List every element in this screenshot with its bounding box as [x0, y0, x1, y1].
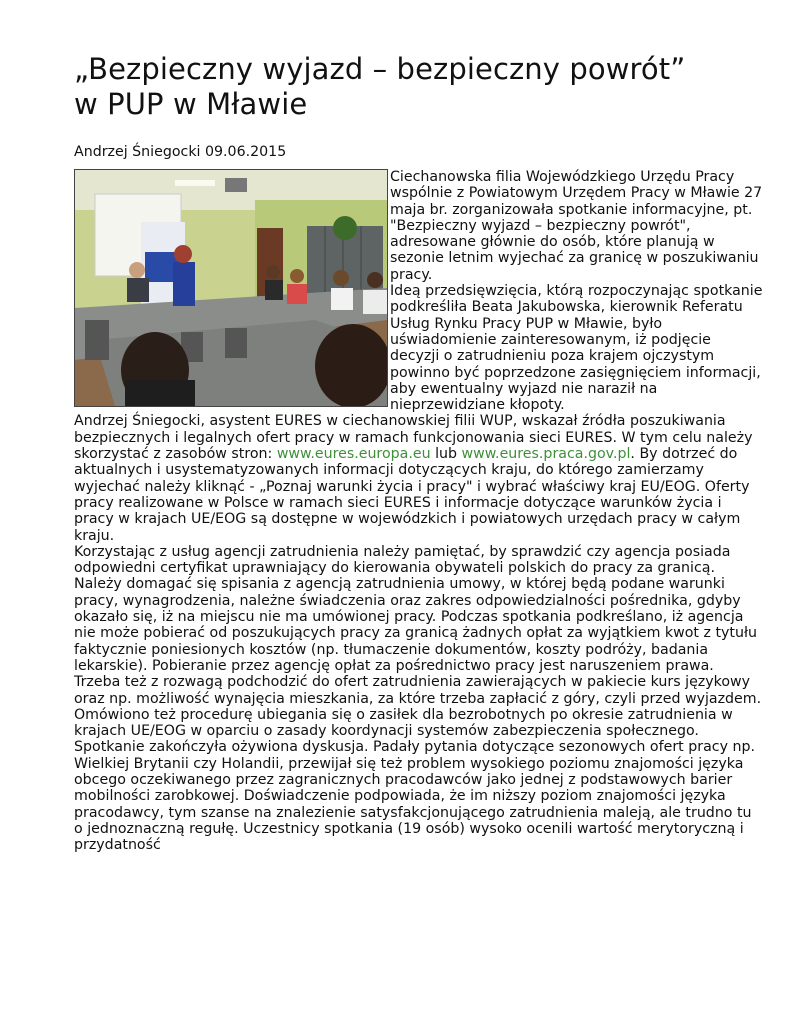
paragraph-eures-text-a: Andrzej Śniegocki, asystent EURES w ciechanowskiej filii WUP, wskazał źródła poszukiwania bezpiecznych i legalnych ofert pracy w ramach funkcjonowania sieci EURES. W tym celu należy skorzystać z zasobów stron: — [74, 413, 753, 463]
article-title — [74, 52, 764, 122]
paragraph-eures-text-b: lub — [430, 446, 462, 463]
title-line-1: „Bezpieczny wyjazd – bezpieczny powrót” — [74, 52, 686, 86]
byline: Andrzej Śniegocki 09.06.2015 — [74, 144, 287, 160]
paragraph-benefits: Omówiono też procedurę ubiegania się o zasiłek dla bezrobotnych po okresie zatrudnienia w krajach UE/EOG w oparciu o zasady koordynacji systemów zabezpieczenia społecznego. — [74, 706, 733, 740]
meeting-photo — [74, 169, 388, 407]
paragraph-agencies: Korzystając z usług agencji zatrudnienia należy pamiętać, by sprawdzić czy agencja posiada odpowiedni certyfikat uprawniający do kierowania obywateli polskich do pracy za granicą. Należy domagać się spisania z agencją zatrudnienia umowy, w której będą podane warunki pracy, wynagrodzenia, należne świadczenia oraz zakres odpowiedzialności pośrednika, gdyby okazało się, iż na miejscu nie ma umówionej pracy. Podczas spotkania podkreślano, iż agencja nie może pobierać od poszukujących pracy za granicą żadnych opłat za wyjątkiem kwot z tytułu faktycznie poniesionych kosztów (np. tłumaczenie dokumentów, koszty podróży, badania lekarskie). Pobieranie przez agencję opłat za pośrednictwo pracy jest naruszeniem prawa. Trzeba też z rozwagą podchodzić do ofert zatrudnienia zawierających w pakiecie kurs językowy oraz np. możliwość wynajęcia mieszkania, za które trzeba zapłacić z góry, czyli przed wyjazdem. — [74, 543, 762, 707]
document-page — [74, 52, 764, 853]
paragraph-idea: Ideą przedsięwzięcia, którą rozpoczynając spotkanie podkreśliła Beata Jakubowska, kierownik Referatu Usług Rynku Pracy PUP w Mławie, było uświadomienie zainteresowanym, iż podjęcie decyzji o zatrudnieniu poza krajem ojczystym powinno być poprzedzone zasięgnięciem informacji, aby ewentualny wyjazd nie naraził na nieprzewidziane kłopoty. — [390, 283, 763, 414]
meeting-photo-drawing — [75, 170, 387, 406]
link-eures-europa[interactable]: www.eures.europa.eu — [276, 446, 431, 463]
title-line-2: w PUP w Mławie — [74, 87, 308, 121]
paragraph-eures — [74, 413, 764, 543]
paragraph-intro: Ciechanowska filia Wojewódzkiego Urzędu Pracy wspólnie z Powiatowym Urzędem Pracy w Mławie 27 maja br. zorganizowała spotkanie informacyjne, pt. "Bezpieczny wyjazd – bezpieczny powrót", adresowane głównie do osób, które planują w sezonie letnim wyjechać za granicę w poszukiwaniu pracy. — [390, 169, 763, 283]
paragraph-eures-text-c: . By dotrzeć do aktualnych i usystematyzowanych informacji dotyczących kraju, do którego zamierzamy wyjechać należy kliknąć - „Poznaj warunki życia i pracy" i wybrać właściwy kraj EU/EOG. Oferty pracy realizowane w Polsce w ramach sieci EURES i informacje dotyczące warunków życia i pracy w krajach UE/EOG są dostępne w wojewódzkich i powiatowych urzędach pracy w całym kraju. — [74, 446, 750, 544]
paragraph-discussion: Spotkanie zakończyła ożywiona dyskusja. Padały pytania dotyczące sezonowych ofert pracy np. Wielkiej Brytanii czy Holandii, przewijał się też problem wysokiego poziomu znajomości języka obcego oczekiwanego przez zagranicznych pracodawców jako jednej z podstawowych barier mobilności zarobkowej. Doświadczenie podpowiada, że im niższy poziom znajomości języka pracodawcy, tym szanse na znalezienie satysfakcjonującego zatrudnienia maleją, ale trudno tu o jednoznaczną regułę. Uczestnicy spotkania (19 osób) wysoko ocenili wartość merytoryczną i przydatność — [74, 739, 755, 854]
article-body — [74, 169, 764, 853]
link-eures-praca[interactable]: www.eures.praca.gov.pl — [461, 446, 631, 463]
